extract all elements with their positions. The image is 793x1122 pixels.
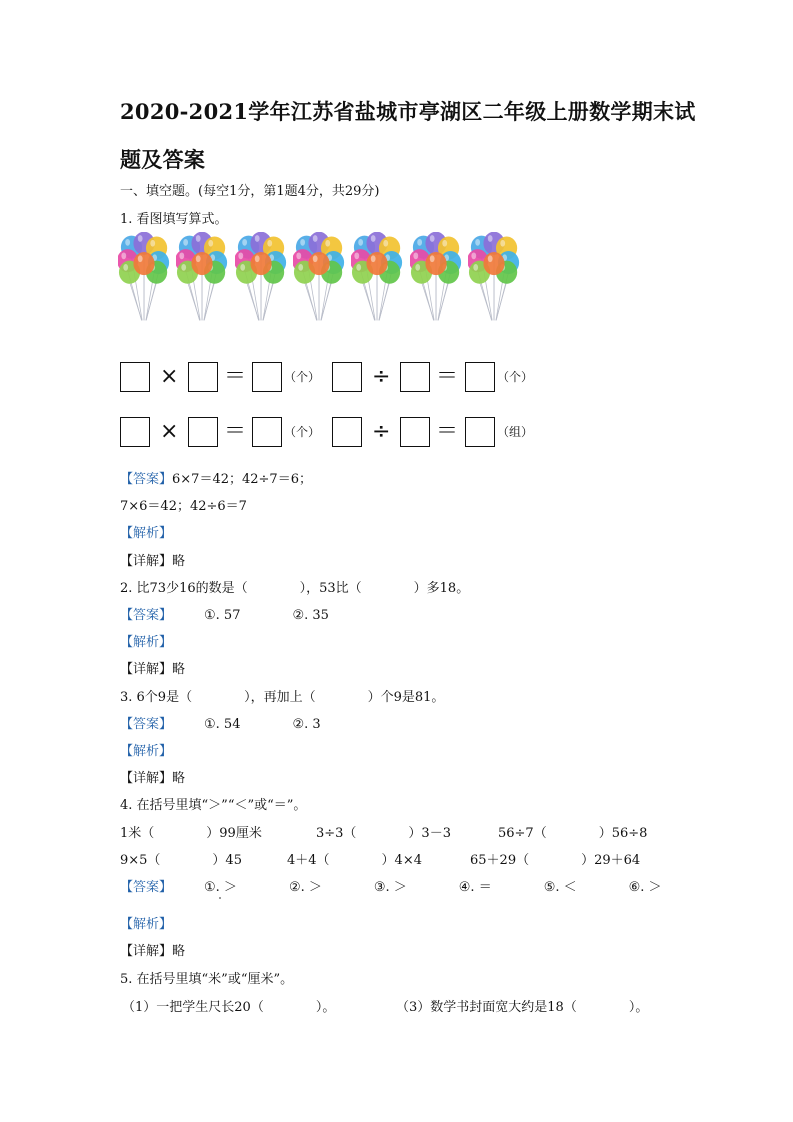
answer-item: ③. ＞ — [373, 880, 407, 895]
detail-text: 略 — [172, 554, 186, 569]
answer-item: ①. 54 — [204, 717, 241, 732]
balloon-bunch-icon — [176, 232, 230, 324]
balloon-picture — [118, 232, 538, 324]
compare-item: 4＋4（ ）4×4 — [287, 853, 422, 868]
compare-item: 3÷3（ ）3－3 — [316, 826, 451, 841]
q5-text: 5. 在括号里填“米”或“厘米”。 — [120, 972, 294, 987]
detail-text: 略 — [172, 662, 186, 677]
blank-box[interactable] — [252, 417, 282, 447]
times-sign: × — [160, 419, 179, 444]
compare-item: 56÷7（ ）56÷8 — [498, 826, 648, 841]
blank-box[interactable] — [332, 417, 362, 447]
answer-tag: 【答案】 — [120, 717, 173, 732]
blank-box[interactable] — [188, 417, 218, 447]
q1-analysis-tag: 【解析】 — [120, 526, 173, 541]
answer-item: ②. 35 — [292, 608, 329, 623]
compare-item: 65＋29（ ）29＋64 — [470, 853, 641, 868]
balloon-bunch-icon — [410, 232, 464, 324]
page-title: 2020-2021学年江苏省盐城市亭湖区二年级上册数学期末试题及答案 — [120, 99, 696, 172]
answer-tag: 【答案】 — [120, 880, 173, 895]
unit-label: （个） — [497, 370, 534, 384]
unit-label: （组） — [497, 425, 534, 439]
equals-sign: ＝ — [436, 419, 459, 444]
detail-tag: 【详解】 — [120, 944, 173, 959]
blank-box[interactable] — [188, 362, 218, 392]
blank-box[interactable] — [120, 417, 150, 447]
answer-tag: 【答案】 — [120, 472, 173, 487]
q1-text: 1. 看图填写算式。 — [120, 212, 228, 227]
divide-sign: ÷ — [372, 364, 391, 389]
balloon-bunch-icon — [118, 232, 172, 324]
answer-item: ①. ＞ — [204, 880, 237, 895]
detail-text: 略 — [172, 944, 186, 959]
answer-text: 6×7＝42；42÷7＝6； — [172, 472, 312, 487]
blank-box[interactable] — [252, 362, 282, 392]
answer-item: ①. 57 — [204, 608, 241, 623]
detail-tag: 【详解】 — [120, 554, 173, 569]
balloon-bunch-icon — [235, 232, 289, 324]
answer-item: ②. ＞ — [288, 880, 322, 895]
answer-item: ⑥. ＞ — [628, 880, 662, 895]
q4-detail — [120, 940, 185, 959]
answer-item: ④. ＝ — [458, 880, 492, 895]
equals-sign: ＝ — [224, 419, 247, 444]
q2-detail — [120, 658, 185, 677]
q3-detail — [120, 767, 185, 786]
q2-analysis-tag: 【解析】 — [120, 635, 173, 650]
q4-analysis-tag: 【解析】 — [120, 917, 173, 932]
balloon-bunch-icon — [293, 232, 347, 324]
compare-item: 1米（ ）99厘米 — [120, 826, 262, 841]
q3-analysis-tag: 【解析】 — [120, 744, 173, 759]
compare-item: 9×5（ ）45 — [120, 853, 242, 868]
q1-detail — [120, 550, 185, 569]
q3-text: 3. 6个9是（ ），再加上（ ）个9是81。 — [120, 690, 445, 705]
blank-box[interactable] — [332, 362, 362, 392]
q2-text: 2. 比73少16的数是（ ），53比（ ）多18。 — [120, 581, 470, 596]
q1-answer — [120, 468, 312, 487]
stray-mark — [219, 897, 221, 899]
answer-tag: 【答案】 — [120, 608, 173, 623]
blank-box[interactable] — [400, 362, 430, 392]
blank-box[interactable] — [120, 362, 150, 392]
equals-sign: ＝ — [436, 364, 459, 389]
blank-box[interactable] — [465, 362, 495, 392]
detail-tag: 【详解】 — [120, 771, 173, 786]
q4-answer — [120, 876, 662, 895]
unit-label: （个） — [284, 425, 321, 439]
balloon-bunch-icon — [351, 232, 405, 324]
unit-label: （个） — [284, 370, 321, 384]
q1-answer-line2: 7×6＝42；42÷6＝7 — [120, 499, 247, 514]
q4-text: 4. 在括号里填“＞”“＜”或“＝”。 — [120, 798, 307, 813]
equals-sign: ＝ — [224, 364, 247, 389]
balloon-bunch-icon — [468, 232, 522, 324]
answer-item: ②. 3 — [292, 717, 321, 732]
q5-item-3: （3）数学书封面宽大约是18（ ）。 — [396, 1000, 649, 1015]
times-sign: × — [160, 364, 179, 389]
q3-answer — [120, 713, 321, 732]
q5-item-1: （1）一把学生尺长20（ ）。 — [122, 1000, 336, 1015]
detail-tag: 【详解】 — [120, 662, 173, 677]
blank-box[interactable] — [465, 417, 495, 447]
section-heading: 一、填空题。(每空1分，第1题4分，共29分) — [120, 184, 380, 199]
blank-box[interactable] — [400, 417, 430, 447]
q2-answer — [120, 604, 329, 623]
answer-item: ⑤. ＜ — [543, 880, 577, 895]
detail-text: 略 — [172, 771, 186, 786]
divide-sign: ÷ — [372, 419, 391, 444]
